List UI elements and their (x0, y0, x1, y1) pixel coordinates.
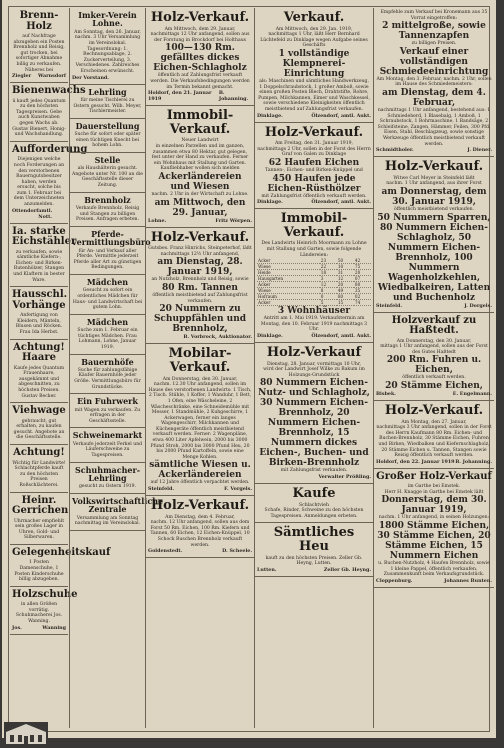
land-table-cell: 35 (354, 288, 371, 294)
ad-signature (376, 147, 492, 153)
ad-highlight: 2 mittelgroße, sowie Tannenzapfen (382, 21, 486, 42)
advertisement (10, 8, 68, 83)
ad-title: Schuhmacher-Lehrling (74, 464, 141, 483)
ad-signature (148, 218, 252, 224)
ad-body: mit Wagen zu verkaufen. Zu erfragen in der Geschäftsstelle. (74, 407, 141, 424)
land-table-cell: 23 (320, 258, 337, 264)
ad-body: Am Montag, den 3. Februar, nachm. 2 Uhr, sollen im Hause des Schmiedemeisters: (376, 76, 492, 88)
ad-title: Schweinemarkt (72, 430, 143, 441)
ad-title: Brenn-Holz (19, 10, 59, 32)
ad-highlight: am Donnerstag, dem 30. Januar 1919, (381, 186, 487, 207)
ad-title: Holz-Verkauf. (384, 159, 484, 175)
ad-body: auf 12 Jahre öffentlich verpachtet werden. (150, 480, 250, 486)
signature-place: Schmidtholer. (376, 147, 414, 154)
ad-body: Suche für zahlungsfähige Käufer Bauernhöfe jeder Größe. Vermittlungsbüro für Grundstücke. (74, 367, 141, 390)
advertisement (10, 287, 68, 339)
land-table-cell: 3 (320, 276, 337, 282)
ad-body: nachmittags 3 Uhr anfangend, sollen in der Forst des Herrn Kaufmann 80 Rm. Eichen- und Buchen-Brennholz, 30 Stämme Eichen, Fuhren und Birken, Wiedbalken und Kiefernschlagholz, 20 Stämme Eichen u. Tannen, Stangen sowie Reisig öffentlich verkauft werden. (376, 425, 492, 459)
ad-body: öffentlich meistbietend verkaufen. (393, 206, 475, 212)
ad-body: 1 Posten Damenschuhe, 1 Posten Kinderschuhe billig abzugeben. (14, 560, 64, 583)
ad-body: ü kauft jedes Quantum zu den höchsten Tagespreisen. Gebe auch Kunstwaben gegen Wachs ab. Gustav Bienert, Honig- und Wachshandlung. (12, 98, 66, 138)
ad-subtitle: Dienstag, 28. Januar, vormittags 10 Uhr, (266, 361, 362, 367)
advertisement (374, 8, 494, 157)
land-table-cell: 07 (354, 276, 371, 282)
advertisement (10, 445, 68, 492)
ad-body: Anfertigung von Kleidern, Mänteln, Blusen und Röcken. Frau Ida Herbst. (15, 313, 63, 335)
land-table-cell: Heide (257, 270, 320, 276)
advertisement (70, 227, 151, 275)
ad-subtitle: Am Mittwoch, dem 29. Januar, (164, 26, 236, 32)
column-3 (145, 8, 254, 728)
land-table-cell: Acker (257, 300, 320, 306)
land-table-cell: 20 (337, 282, 354, 288)
ad-title: Großer Holz-Verkauf (376, 470, 492, 482)
land-table-cell: Hausgarten (257, 276, 320, 282)
ad-body: Empfehle zum Verkauf bei Kronemann aus 35 Vorrat eingetroffen: (380, 10, 488, 21)
ad-body: nachm. 2 Uhr in der Wirtschaft zu Lohne. (151, 192, 249, 198)
ad-title: Dauerstellung (75, 120, 140, 131)
ad-body: wird der Landwirt Josef Wilke zu Bakum im Holzungs-Grundstück (263, 367, 365, 378)
column-5 (373, 8, 494, 728)
ad-title: Imker-Verein Lohne. (78, 10, 137, 29)
ad-highlight: am Dienstag, dem 4. Februar, (382, 87, 486, 108)
signature-place: Holdorf, den 21. Januar 1919 (148, 90, 212, 103)
advertisement (70, 119, 145, 153)
ad-title: Bienenwachs (12, 85, 86, 97)
ad-signature (72, 75, 143, 81)
land-table-cell: 42 (354, 258, 371, 264)
ad-highlight: 80 Nummern Eichen-Nutz- und Schlagholz, 30 Nummern Eichen-Brennholz, 20 Nummern Eichen-Brennholz, 15 Nummern dickes Eichen-, Buchen- und Birken-Brennholz (258, 378, 370, 469)
advertisement (146, 496, 254, 558)
signature-name: Zeller Gb. Heyng. (323, 566, 371, 573)
land-table-cell: 15 (337, 300, 354, 306)
signature-name: Johannes Bunten. (444, 577, 492, 584)
signature-name: B. Johanning. (455, 458, 492, 465)
land-table-cell: Hofraum (257, 294, 320, 300)
ad-title: Verkauf. (283, 10, 345, 25)
newspaper-page (2, 0, 496, 738)
ad-title: Gelegenheitskauf (12, 546, 111, 558)
ad-signature (257, 567, 371, 573)
ad-title: Immobil-Verkauf. (166, 108, 234, 137)
ad-title: Sämtliches Heu (273, 525, 355, 555)
ad-body: gesucht zu Ostern 1919. (78, 484, 137, 490)
land-table-row (257, 300, 371, 306)
ad-highlight: 62 Haufen Eichen (268, 158, 360, 168)
signature-name: Ölzendorf, amtl. Aukt. (311, 333, 371, 340)
ad-subtitle: Des Landwirts Heinrich Moormann zu Lohne (261, 241, 367, 247)
ad-body: als Haushälterin gesucht. Angebote unter Nr. 100 an die Geschäftsstelle dieser Zeitung. (72, 166, 143, 189)
signature-place: Dinklage. (257, 333, 283, 340)
land-table-cell: 49 (337, 288, 354, 294)
ad-body: Kaufe jedes Quantum Frauenhaare, ausgekämmt und abgeschnitten, zu höchsten Preisen. Gustav Becker. (13, 365, 65, 399)
ad-body: mittags 1 Uhr anfangend, sollen aus der Forst des Gutes Haßtedt (380, 344, 488, 355)
land-table-cell: Acker (257, 258, 320, 264)
ad-body: öffentlich auf Zahlungsfrist verkauft werden. Die Verkaufsbedingungen werden im Termin bekannt gemacht. (150, 73, 250, 90)
signature-name: B. Johanning. (218, 90, 249, 103)
ad-body: Diejenigen welche noch Forderungen an den verstorbenen Bauerngutsbesitzer haben, werden ersucht, solche bis zum 1. Februar bei dem Unterzeichneten anzumelden. (13, 157, 65, 208)
signature-place: Der Vorstand. (72, 74, 109, 81)
advertisement (374, 401, 494, 469)
ad-body: mit Zahlungsfrist öffentlich verkauft werden. (261, 193, 367, 199)
ad-body: Schafe, Rinder, Schweine zu den höchsten Tagespreisen. Anmeldungen erbeten. (264, 508, 364, 519)
ad-title: Mobilar-Verkauf. (168, 346, 232, 375)
ad-highlight: Donnerstag, dem 30. Januar 1919, (381, 495, 487, 516)
ad-body: nachmittags 2 Uhr, sollen in der Forst des Herrn Graf von Galen zu Dinklage (257, 146, 371, 158)
ad-subtitle: Schlachtvieh (298, 502, 329, 508)
ad-highlight: 100—130 Rm. gefälltes dickes Eichen-Schlagholz (153, 43, 247, 74)
ad-subtitle: Am Donnerstag, den 30. Januar, (162, 376, 238, 382)
advertisement (146, 8, 254, 106)
land-table-cell: 10 (337, 264, 354, 270)
ad-title: Holz-Verkauf (266, 345, 362, 361)
ad-signature (257, 333, 371, 339)
land-table-cell: 75 (354, 264, 371, 270)
ad-title: Mädchen (86, 276, 129, 287)
ad-body: Gesucht zu sofort ein ordentliches Mädchen für Haus- und Landwirtschaft bei gutem Lohn. (72, 288, 143, 311)
advertisement (70, 193, 145, 227)
advertisement (70, 463, 145, 494)
ad-signature (148, 334, 252, 340)
advertisement (70, 494, 164, 531)
ad-body: für An- und Verkauf aller Pferde. Vermittle jederzeit Pferde aller Art zu günstigen Bedingungen. (73, 248, 142, 271)
ad-signature (12, 625, 66, 631)
advertisement (146, 344, 254, 496)
ad-signature (12, 208, 66, 220)
advertisement (255, 209, 373, 343)
ad-signature (376, 391, 492, 397)
signature-place: Steinfeld. (148, 486, 175, 493)
ad-highlight: Verkauf einer vollständigen Schmiedeeinrichtung (379, 46, 489, 77)
land-table-cell: 12 (337, 276, 354, 282)
advertisement (10, 224, 77, 288)
ad-title: Aufforderung (12, 143, 88, 155)
ad-body: für meine Tischlerei zu Ostern gesucht. Wilh. Meyer, Tischlermeister. (73, 97, 142, 115)
ad-body: mit Stallung und Garten, sowie folgende Ländereien: (266, 247, 362, 258)
ad-highlight: 20 Nummern zu Schuppfählen und Brennholz, (153, 304, 247, 335)
advertisement (70, 85, 145, 119)
ad-body: nachm. 12 Uhr anfangend, sollen aus dem Forst 50 Rm. Eichen, 100 Rm. Kiefern und Tannen, 60 Eichen, 12 Eichen-Knüppel, 10 Schock Buschen Brennholz verkauft werden. (150, 520, 250, 548)
ad-body: nachmittags 1 Uhr, läßt Herr Bernhard Lüchtefeld zu Dinklage wegen Aufgabe seines Geschäfts (260, 32, 368, 49)
ad-body: auf Nachfrage abzugeben ein Posten Brennholz und Reisig, gut trocken, bei sofortiger Abnahme billig zu verkaufen. Näheres bei (13, 34, 65, 73)
land-table (257, 258, 371, 306)
ad-highlight: sämtliche Wiesen u. Ackerländereien (149, 460, 251, 481)
ad-body: mit Zahlungsfrist verkaufen. (280, 468, 348, 474)
ad-subtitle: Witwe Carl Meyer in Steinfeld läßt (393, 175, 475, 181)
signature-name: Verwalter Prößling. (318, 474, 371, 481)
ad-body: zu billigen Preisen. (411, 41, 457, 47)
ad-body: Am Sonntag, den 26. Januar, nachm. 3 Uhr Versammlung im Vereinslokal. Tagesordnung: 1. Rechnungsablage, 2. Zuckerverteilung, 3. Verschiedenes. Zahlreiches Erscheinen erwünscht. (74, 29, 141, 74)
ad-body: Herr H. Knagge in Garthe bei Emstek läßt (384, 489, 484, 495)
signature-place: Dinklage. (257, 199, 283, 206)
land-table-cell: 80 (354, 282, 371, 288)
signature-name: E. Engelmann. (452, 390, 492, 397)
signature-place: Dinklage. (257, 112, 283, 119)
ad-subtitle: im Garthe bei Emstek. (407, 484, 461, 490)
ad-title: Immobil-Verkauf. (280, 211, 348, 240)
signature-name: F. Vorgels. (224, 486, 252, 493)
advertisement (70, 153, 145, 193)
signature-place: Ottendorf (12, 207, 39, 214)
ad-title: Achtung! Haare (13, 341, 65, 364)
ad-body: an Nutzholz, Brennholz und Reisig, sowie (151, 277, 249, 283)
ad-body: u. Buchen-Nutzholz, 4 Haufen Brennholz, sowie 1 kleine Pappel, öffentlich verkaufen. Zusammenkunft beim Verkaufsgrundstück. (378, 561, 490, 578)
advertisement (10, 83, 86, 142)
ad-body: Verkaufe Brennholz, Reisig und Stangen zu billigen Preisen. Anfragen erbeten. (75, 206, 140, 223)
land-table-cell: 22 (320, 264, 337, 270)
ad-subtitle: Am Donnerstag, den 30. Januar, (396, 338, 472, 344)
advertisement (255, 343, 373, 484)
advertisement (70, 428, 145, 462)
advertisement (10, 403, 68, 445)
advertisement (255, 484, 373, 523)
ad-body: nachm. 1 Uhr anfangend, aus ihrer Forst (386, 181, 482, 187)
signature-place: Jos. (12, 624, 22, 631)
land-table-cell: 80 (337, 294, 354, 300)
advertisement (70, 315, 145, 355)
land-table-cell: 0 (320, 294, 337, 300)
ad-body: Antritt am 1. Mai 1919. Verkaufstermin am Montag, den 10. Februar 1919 nachmittags 3 Uhr. (260, 316, 368, 333)
ad-signature (148, 548, 252, 554)
ad-subtitle: Am Freitag, den 31. Januar 1919, (274, 141, 354, 147)
signature-name: D. Scheele. (222, 548, 252, 555)
ad-signature (257, 113, 371, 119)
ad-signature (376, 578, 492, 584)
signature-name: J. Diener. (467, 147, 492, 154)
ad-title: Ia. starke Eichstähler (12, 225, 77, 248)
signature-name: Warnsdorf (38, 73, 66, 80)
signature-place: Lutten. (257, 566, 277, 573)
signature-place: Steinfeld. (376, 302, 403, 309)
ad-signature (376, 303, 492, 309)
land-table-cell: Wiese (257, 288, 320, 294)
land-table-cell: 50 (337, 258, 354, 264)
ad-body: Wichtig für Landwirte! Schlachtpferde kauft zu den höchsten Preisen Roßschlächterei. (12, 460, 66, 488)
signature-place: Goldenstedt. (148, 548, 183, 555)
land-table-cell: 5 (320, 300, 337, 306)
land-table-cell: Acker (257, 282, 320, 288)
advertisement (374, 313, 494, 401)
land-table-cell: 8 (320, 288, 337, 294)
advertisement (70, 275, 145, 315)
ad-title: Achtung! (13, 447, 65, 459)
ad-body: in einzelnen Parzellen und im ganzen, zusammen etwa 80 Hektar, gut gelegen, fest unter der Hand zu verkaufen. Ferner ein Wohnhaus mit Stallung und Garten. Kaufliebhaber wollen sich melden (151, 144, 249, 172)
ad-body: als: Maschinen und sämtliches Handwerkzeug, 1 Doppelschraubstock, 1 großer Amboß, sowie einen großen Posten Blech, Drahtstifte, Rohre, Pumpen, Milchkannen, Eimer und Waschkessel, sowie verschiedene Kleinigkeiten öffentlich meistbietend auf Zahlungsfrist verkaufen. (258, 79, 370, 112)
signature-name: Ölzendorf, amtl. Aukt. (311, 112, 371, 119)
ad-signature (376, 459, 492, 465)
column-4 (254, 8, 373, 728)
ad-subtitle: Am Mittwoch, den 29. Jan. 1919, (275, 26, 353, 32)
ad-highlight: 1 vollständige Klempnerei-Einrichtung (278, 49, 350, 80)
advertisement (255, 523, 373, 576)
signature-name: B. Vorbrock, Auktionator. (183, 334, 252, 341)
ad-highlight: 80 Rm. Tannen (162, 283, 238, 294)
ad-title: Heinr. Gerrichen (12, 494, 69, 516)
ad-title: Holzverkauf zu Haßtedt. (391, 314, 477, 337)
advertisement (255, 123, 373, 210)
ad-title: Lehrling (88, 86, 127, 97)
ad-title: Ein Fuhrwerk (77, 396, 138, 407)
ad-body: Tannen-, Eichen- und Birken-Knüppel und (265, 168, 363, 173)
ad-title: Holzschuhe (12, 588, 78, 600)
advertisement (374, 469, 494, 588)
ad-highlight: 1800 Stämme Eichen, 30 Stämme Eichen, 20 Stämme Eichen, 15 Nummern Eichen (377, 521, 491, 561)
ad-body: nachmittags 1 Uhr anfangend, bestehend aus: 1 Schmiedeherd, 1 Blasebalg, 1 Amboß, 1 Schraubstock, 1 Bohrmaschine, 1 Bandsäge, 2 Schleifsteine, Zangen, Hämmer, Feilen, 300 Pfd. Eisen, Stahl, Beschlagzeug, sowie sonstige Werkzeuge öffentlich meistbietend verkauft werden. (377, 107, 491, 147)
ad-highlight: Ackerländereien und Wiesen (158, 172, 242, 193)
ad-highlight: 200 Rm. Fuhren u. Eichen, (386, 355, 482, 376)
ad-signature (148, 90, 252, 102)
ad-signature (257, 199, 371, 205)
building-stamp-icon (4, 722, 48, 746)
ad-signature (148, 486, 252, 492)
signature-place: Bisbek. (376, 390, 396, 397)
advertisement (255, 8, 373, 123)
ad-title: Brennholz (84, 194, 131, 205)
land-table-cell: 18 (320, 270, 337, 276)
ad-signature (12, 73, 66, 79)
ad-highlight: am Dienstag, 28. Januar 1919, (157, 257, 243, 278)
advertisement (70, 8, 145, 85)
ad-highlight: 3 Wohnhäuser (277, 306, 351, 317)
land-table-cell: Wiese (257, 264, 320, 270)
signature-name: Ölzendorf, amtl. Aukt. (311, 199, 371, 206)
signature-name: Wanning (42, 624, 66, 631)
ad-signature (257, 474, 371, 480)
advertisement (10, 545, 111, 587)
signature-name: amtl. Nott. (38, 207, 53, 220)
ad-body: Verkaufe jederzeit Ferkel und Läuferschweine zu Tagespreisen. (72, 441, 143, 459)
land-table-cell: 31 (337, 270, 354, 276)
ad-body: nachmittags 12½ Uhr anfangend, (160, 251, 240, 257)
ad-highlight: am Mittwoch, den 29. Januar, (154, 197, 246, 218)
ad-body: kauft zu den höchsten Preisen. Zeller Gb. Heyng, Lutten. (265, 555, 363, 567)
advertisement (146, 106, 254, 227)
ad-highlight: 20 Stämme Eichen, (385, 380, 483, 391)
ad-title: Viehwage (12, 405, 66, 417)
ad-title: Bauernhöfe (81, 356, 134, 367)
ad-title: Hausschl. Vorhänge (12, 289, 68, 311)
land-table-cell: 20 (354, 270, 371, 276)
ad-body: zu verkaufen, sowie sämtliche Kiefern-, Eichen- und Birken-Rutenhölzer, Stangen und Klaftern in bester Ware. (13, 249, 65, 283)
ad-title: Holz-Verkauf. (150, 229, 250, 245)
advertisement (374, 157, 494, 312)
ad-title: Holz-Verkauf. (150, 498, 250, 514)
ad-title: Volkswirtschaftliche Zentrale (72, 495, 164, 515)
signature-place: Holdorf, den 22. Januar 1919 (376, 458, 455, 465)
advertisement (70, 355, 145, 395)
advertisement (146, 228, 254, 345)
signature-place: Cloppenburg. (376, 577, 413, 584)
land-table-cell: 74 (354, 300, 371, 306)
signature-place: Lohne. (148, 217, 167, 224)
ad-highlight: 50 Nummern Sparren, 80 Nummern Eichen-Schlagholz, 50 Nummern Eichen-Brennholz, 100 Nummern Wagenholzkehlen, Wiedbalkeiren, Latten und Buchenholz (377, 212, 491, 303)
ad-body: Versammlung am Sonntag nachmittag im Vereinslokal. (74, 515, 141, 527)
signature-name: Fritz Wörpen. (215, 217, 252, 224)
ad-body: öffentlich verkauft werden. (402, 375, 466, 381)
signature-place: Ziegler (12, 73, 32, 80)
ad-body: Uhrmacher empfiehlt sein großes Lager in Uhren, Gold- und Silberwaren. (13, 518, 65, 541)
ad-body: Suche für sofort oder später einen tüchtigen Knecht bei hohem Lohn. (74, 132, 141, 149)
ad-body: nachm. 1 Uhr anfangend, in seinen Holzungen: (378, 515, 490, 521)
ad-subtitle: Am Montag, den 27. Januar, (401, 419, 467, 425)
ad-subtitle: Am Dienstag, dem 4. Februar, (165, 514, 235, 520)
signature-name: J. Dorgels. (464, 302, 492, 309)
ad-body: nachmittags 12 Uhr anfangend, sollen aus der Forstung in Brockdorf bei Holthaus (150, 32, 250, 43)
ad-title: Pferde-vermittlungsbüro (72, 228, 151, 248)
ad-body: Suche zum 1. Februar ein tüchtiges Mädchen. Frau Lohmann, Lohne, Januar 1919. (77, 328, 138, 350)
ad-title: Mädchen (86, 316, 129, 327)
advertisement (10, 340, 68, 404)
ad-title: Holz-Verkauf. (384, 402, 484, 418)
ad-highlight: 450 Haufen jede Eichen-Rüsthölzer (267, 173, 361, 194)
ad-body: gebraucht, gut erhalten, zu kaufen gesucht. Angebote an die Geschäftsstelle. (13, 418, 65, 441)
land-table-cell: 12 (320, 282, 337, 288)
ad-title: Holz-Verkauf. (264, 124, 364, 140)
ad-body: nachm. 12.30 Uhr anfangend, sollen im Hause des verstorbenen Landwirts: 1 Tisch, 2 Tisch. Stühle, 1 Koffer, 1 Wanduhr, 1 Bett, 1 Ofen, eine Wäscheleine, 2 Wäscheschränke, eine Schneidemühle mit Messer, 1 Standmühle, 2 Kuhgeschirre, 1 Ackerwagen, ferner ein langes Wagengeschirr, Milchkannen und Küchengeräte öffentlich meistbietend verkauft werden. Ferner: 2 Wagenpläne, etwa 400 Liter Apfelwein, 2000 bis 3000 Pfund Stroh, 2000 bis 3000 Pfund Heu, 20 bis 2000 Pfund Kartoffeln, sowie eine Menge Kohlen. (148, 382, 252, 460)
advertisement (10, 493, 68, 545)
advertisement (10, 587, 78, 635)
ad-title: Stelle (94, 154, 121, 165)
ad-body: öffentlich meistbietend auf Zahlungsfrist verkaufen. (152, 293, 248, 304)
ad-title: Kaufe (292, 486, 336, 502)
land-table-cell: 02 (354, 294, 371, 300)
ad-title: Holz-Verkauf. (150, 10, 250, 25)
advertisement (10, 142, 88, 224)
ad-body: in allen Größen vorrätig. Schuhmacherei Jos. Wanning. (15, 602, 63, 625)
ad-subtitle: Neuer Landwirt (181, 138, 219, 144)
ad-subtitle: Gutsbes. Franz Hinrichs, Steinpeterhof, läßt (148, 246, 252, 252)
advertisement (70, 394, 145, 428)
